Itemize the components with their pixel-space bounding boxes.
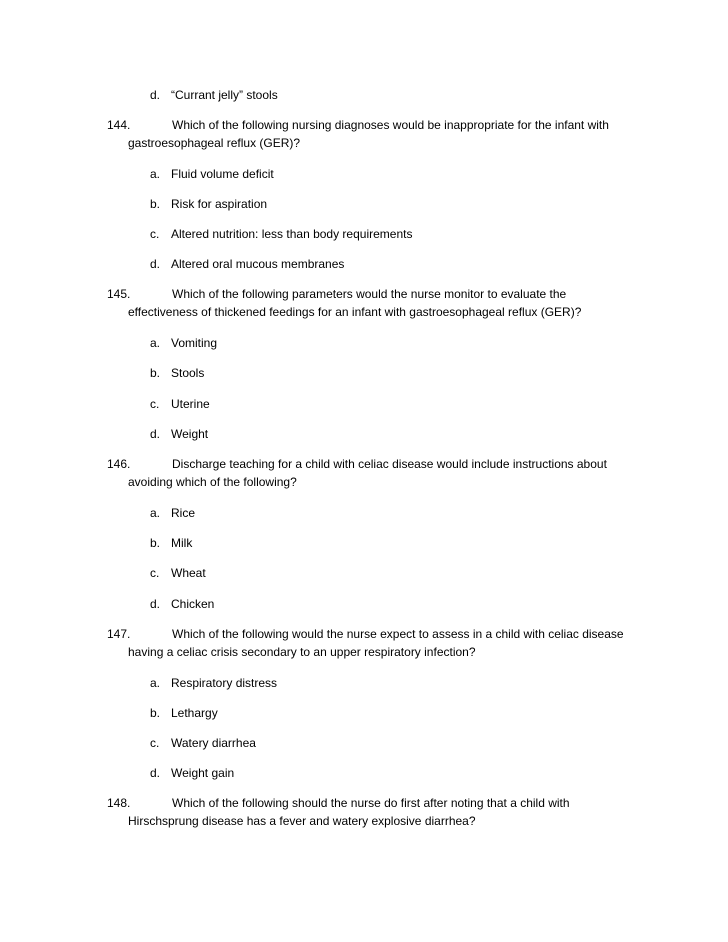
question-number: 145.: [107, 287, 131, 301]
option-letter: a.: [150, 506, 161, 520]
option-text: Milk: [171, 536, 193, 550]
option-text: Fluid volume deficit: [171, 167, 274, 181]
option-letter: b.: [150, 197, 161, 211]
question-number: 148.: [107, 796, 131, 810]
option-letter: b.: [150, 536, 161, 550]
option-letter: d.: [150, 766, 161, 780]
option-letter: b.: [150, 706, 161, 720]
option-text: Rice: [171, 506, 196, 520]
question-text-continued: gastroesophageal reflux (GER)?: [128, 136, 301, 150]
option-text: Respiratory distress: [171, 676, 278, 690]
question-number: 144.: [107, 118, 131, 132]
option-letter: d.: [150, 427, 161, 441]
option-text: Lethargy: [171, 706, 218, 720]
option-letter: a.: [150, 167, 161, 181]
option-text: Stools: [171, 366, 205, 380]
option-text: Vomiting: [171, 336, 218, 350]
option-letter: c.: [150, 227, 160, 241]
question-text: Which of the following parameters would the nurse monitor to evaluate the: [172, 287, 567, 301]
option-text: Risk for aspiration: [171, 197, 268, 211]
question-text: Which of the following would the nurse expect to assess in a child with celiac disease: [172, 627, 624, 641]
question-text: Which of the following should the nurse do first after noting that a child with: [172, 796, 570, 810]
option-letter: a.: [150, 336, 161, 350]
question-text-continued: effectiveness of thickened feedings for an infant with gastroesophageal reflux (GER)?: [128, 305, 582, 319]
option-text: Chicken: [171, 597, 215, 611]
option-letter: c.: [150, 736, 160, 750]
question-text-continued: avoiding which of the following?: [128, 475, 297, 489]
question-text-continued: Hirschsprung disease has a fever and watery explosive diarrhea?: [128, 814, 476, 828]
option-letter: d.: [150, 88, 161, 102]
question-number: 146.: [107, 457, 131, 471]
option-letter: d.: [150, 597, 161, 611]
option-text: Altered nutrition: less than body requirements: [171, 227, 413, 241]
option-text: Uterine: [171, 397, 210, 411]
question-number: 147.: [107, 627, 131, 641]
option-text: Watery diarrhea: [171, 736, 256, 750]
option-text: Altered oral mucous membranes: [171, 257, 345, 271]
question-text: Discharge teaching for a child with celiac disease would include instructions about: [172, 457, 607, 471]
option-text: Weight: [171, 427, 209, 441]
option-letter: c.: [150, 566, 160, 580]
option-text: Wheat: [171, 566, 206, 580]
option-letter: d.: [150, 257, 161, 271]
option-text: Weight gain: [171, 766, 235, 780]
question-text: Which of the following nursing diagnoses would be inappropriate for the infant with: [172, 118, 609, 132]
option-letter: c.: [150, 397, 160, 411]
option-letter: a.: [150, 676, 161, 690]
question-text-continued: having a celiac crisis secondary to an upper respiratory infection?: [128, 645, 476, 659]
option-letter: b.: [150, 366, 161, 380]
option-text: “Currant jelly” stools: [171, 88, 278, 102]
